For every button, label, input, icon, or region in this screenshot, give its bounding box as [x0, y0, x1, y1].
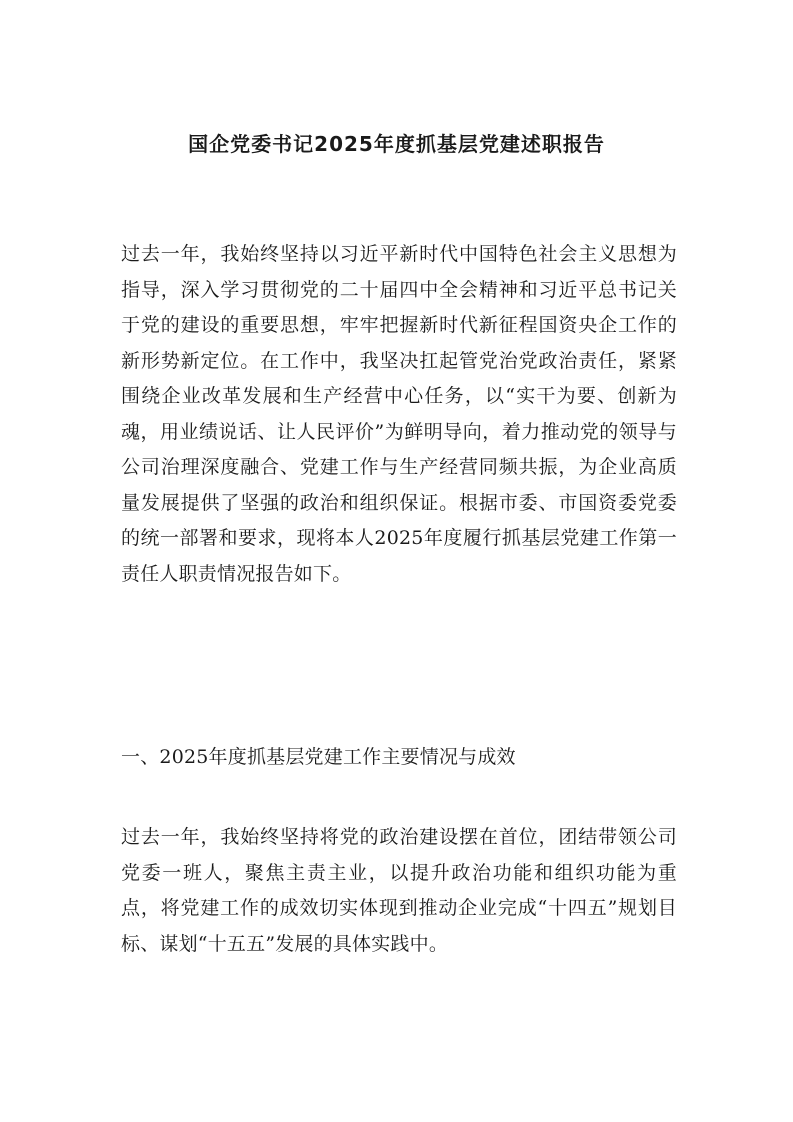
section-paragraph: 过去一年，我始终坚持将党的政治建设摆在首位，团结带领公司党委一班人，聚焦主责主业，以提升政治功能和组织功能为重点，将党建工作的成效切实体现到推动企业完成“十四五”规划目标、谋划“十五五”发展的具体实践中。: [121, 826, 677, 955]
document-title: 国企党委书记2025年度抓基层党建述职报告: [188, 132, 605, 156]
intro-paragraph: 过去一年，我始终坚持以习近平新时代中国特色社会主义思想为指导，深入学习贯彻党的二十届四中全会精神和习近平总书记关于党的建设的重要思想，牢牢把握新时代新征程国资央企工作的新形势新定位。在工作中，我坚决扛起管党治党政治责任，紧紧围绕企业改革发展和生产经营中心任务，以“实干为要、创新为魂，用业绩说话、让人民评价”为鲜明导向，着力推动党的领导与公司治理深度融合、党建工作与生产经营同频共振，为企业高质量发展提供了坚强的政治和组织保证。根据市委、市国资委党委的统一部署和要求，现将本人2025年度履行抓基层党建工作第一责任人职责情况报告如下。: [121, 243, 677, 585]
section-heading: 一、2025年度抓基层党建工作主要情况与成效: [121, 746, 516, 768]
